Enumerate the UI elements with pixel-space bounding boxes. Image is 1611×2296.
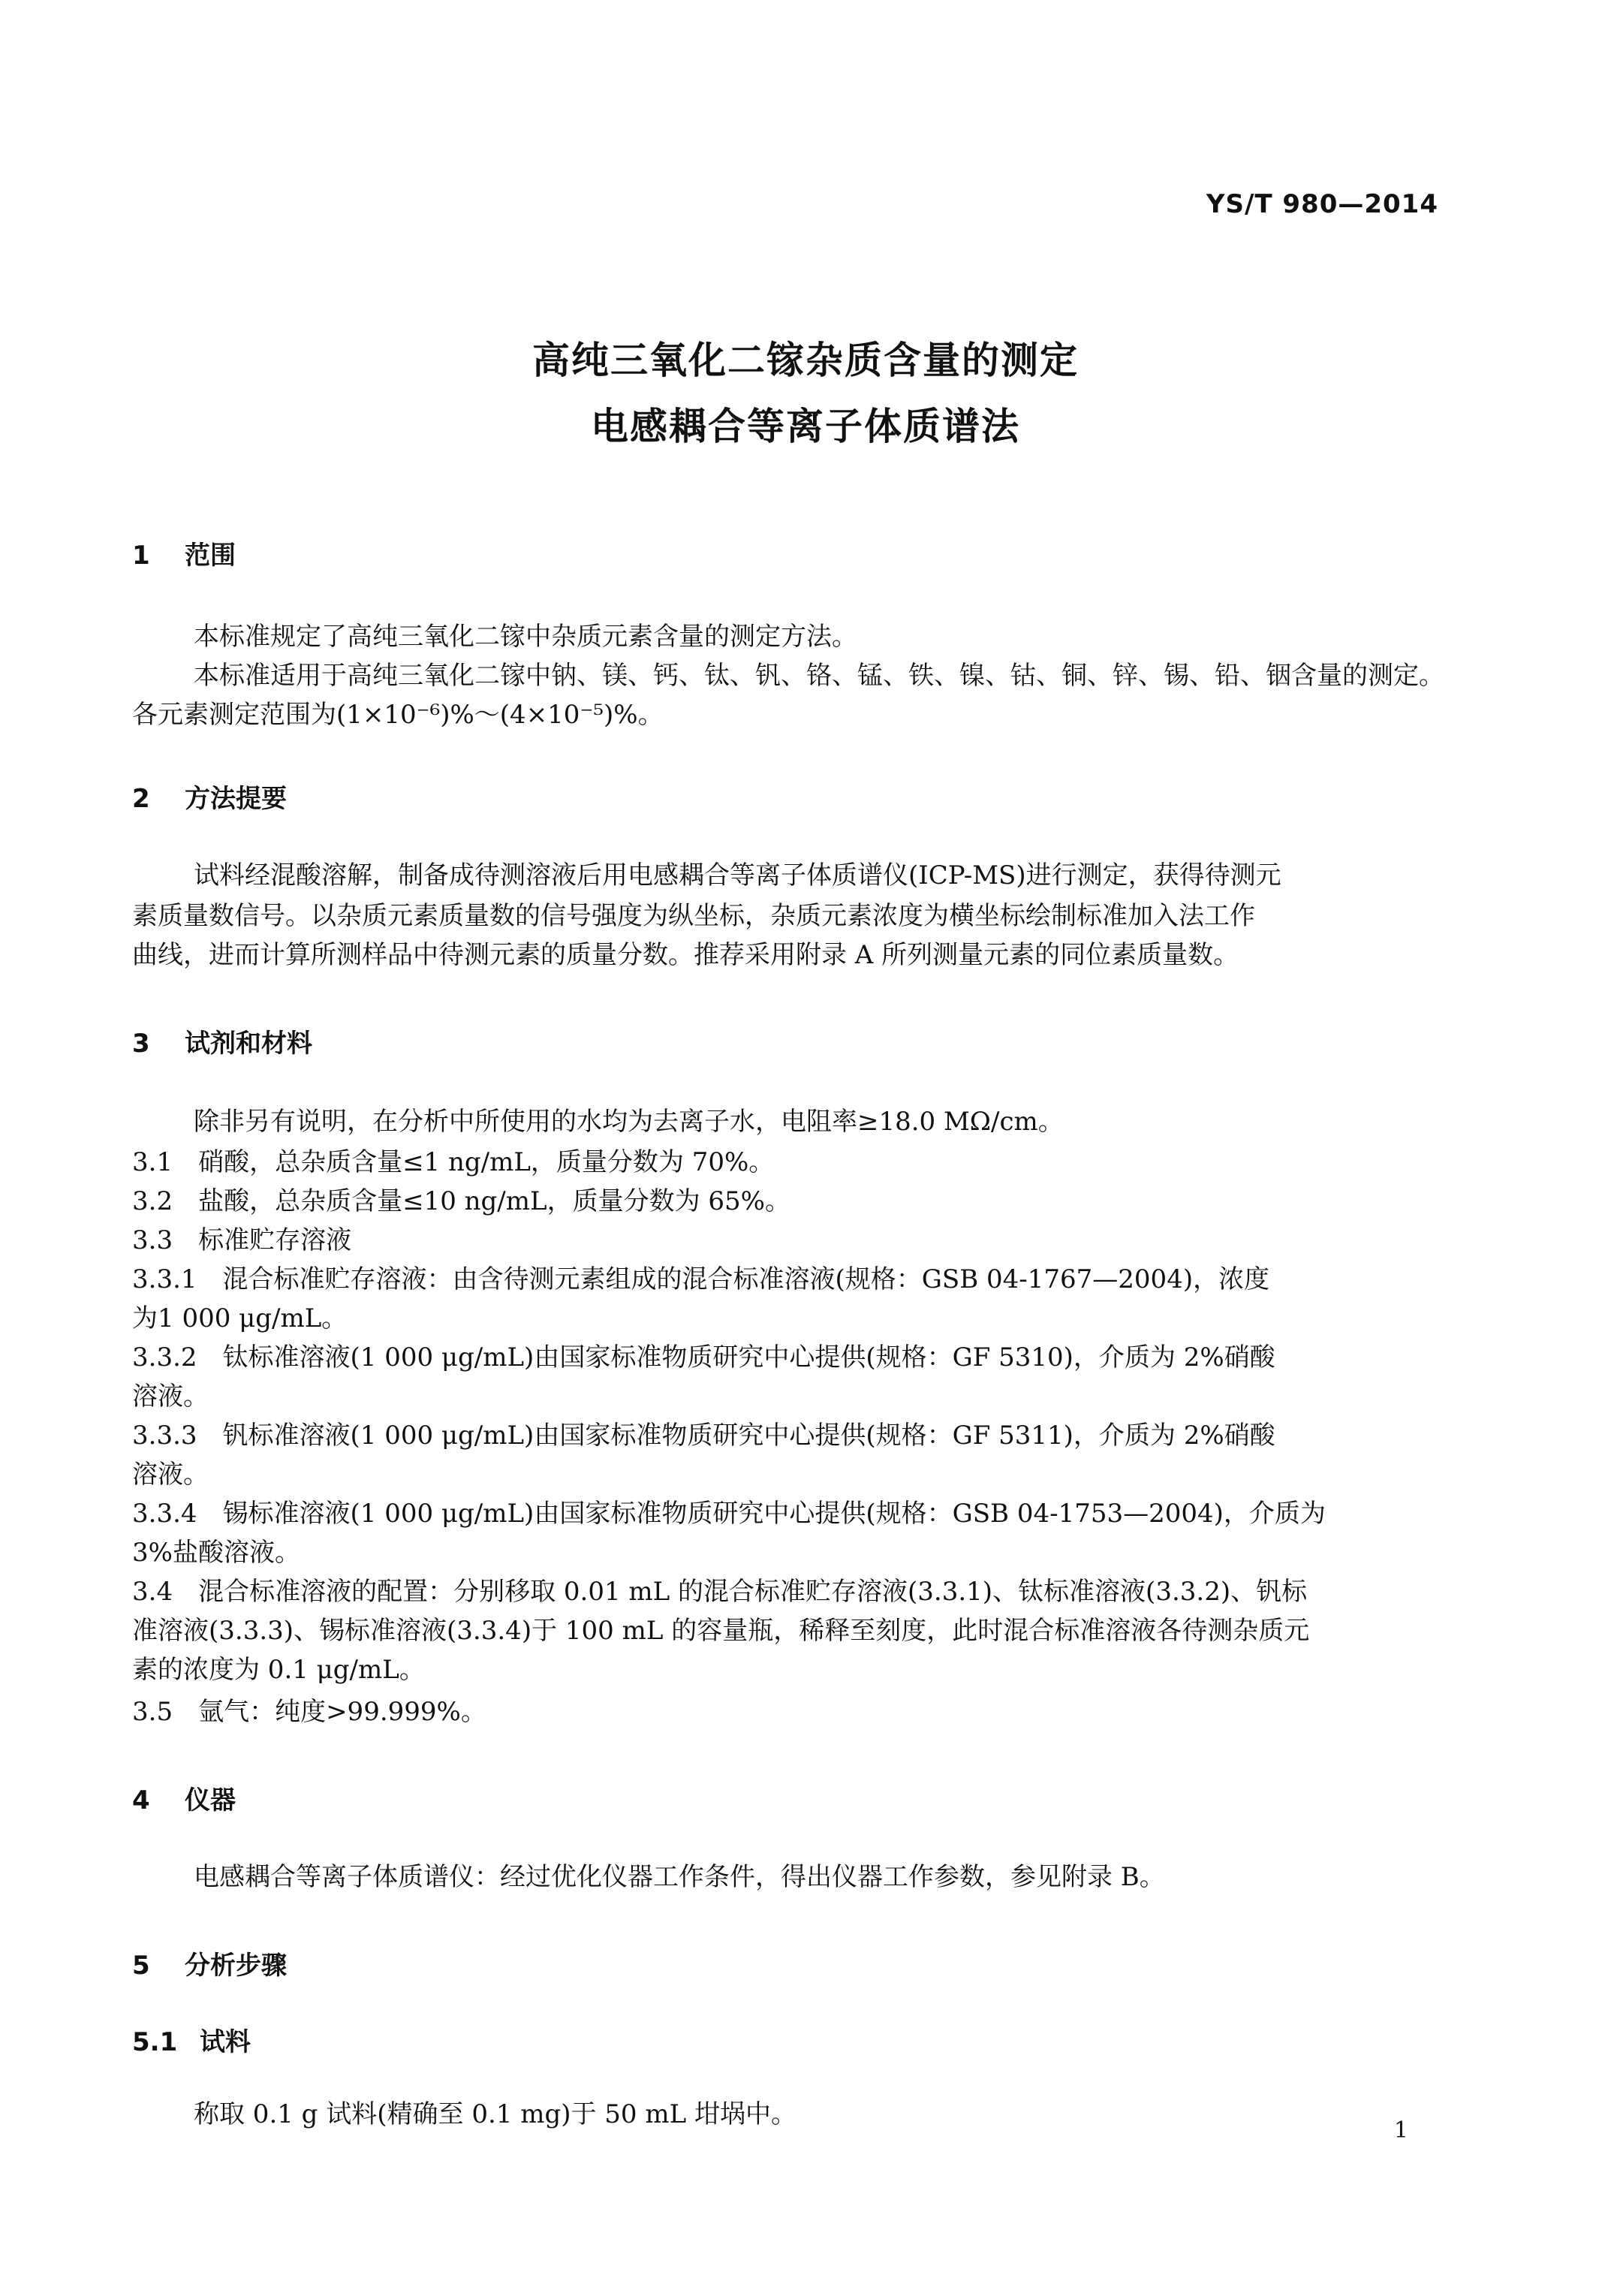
- section-4-heading: [132, 1779, 236, 1816]
- section-title: 试剂和材料: [185, 1029, 312, 1059]
- document-title-line2: 电感耦合等离子体质谱法: [591, 405, 1020, 448]
- standard-code: YS/T 980—2014: [1206, 189, 1438, 219]
- section-5-heading: [132, 1945, 287, 1981]
- paragraph: 本标准规定了高纯三氧化二镓中杂质元素含量的测定方法。: [194, 622, 857, 652]
- section-number: 2: [132, 784, 150, 814]
- clause-3-4-cont: 准溶液(3.3.3)、锡标准溶液(3.3.4)于 100 mL 的容量瓶，稀释至刻度，此时混合标准溶液各待测杂质元: [132, 1616, 1310, 1646]
- document-title-line1: 高纯三氧化二镓杂质含量的测定: [532, 339, 1079, 382]
- section-title: 分析步骤: [185, 1951, 287, 1981]
- paragraph: 各元素测定范围为(1×10⁻⁶)%～(4×10⁻⁵)%。: [132, 700, 664, 730]
- clause-3-3-1: 3.3.1 混合标准贮存溶液：由含待测元素组成的混合标准溶液(规格：GSB 04-1767—2004)，浓度: [132, 1264, 1270, 1294]
- section-2-heading: [132, 778, 287, 815]
- section-3-heading: [132, 1023, 312, 1059]
- clause-3-1: 3.1 硝酸，总杂质含量≤1 ng/mL，质量分数为 70%。: [132, 1147, 775, 1177]
- page-number: 1: [1393, 2117, 1408, 2144]
- paragraph: 曲线，进而计算所测样品中待测元素的质量分数。推荐采用附录 A 所列测量元素的同位素质量数。: [132, 940, 1239, 970]
- paragraph: 电感耦合等离子体质谱仪：经过优化仪器工作条件，得出仪器工作参数，参见附录 B。: [194, 1862, 1165, 1892]
- paragraph: 素质量数信号。以杂质元素质量数的信号强度为纵坐标，杂质元素浓度为横坐标绘制标准加入法工作: [132, 901, 1255, 931]
- clause-3-3-3: 3.3.3 钒标准溶液(1 000 μg/mL)由国家标准物质研究中心提供(规格：GF 5311)，介质为 2%硝酸: [132, 1421, 1275, 1451]
- clause-3-3-4-cont: 3%盐酸溶液。: [132, 1538, 300, 1568]
- clause-3-3-2-cont: 溶液。: [132, 1382, 209, 1412]
- section-number: 5.1: [132, 2027, 178, 2057]
- clause-3-5: 3.5 氩气：纯度>99.999%。: [132, 1697, 486, 1727]
- clause-3-3-2: 3.3.2 钛标准溶液(1 000 μg/mL)由国家标准物质研究中心提供(规格：GF 5310)，介质为 2%硝酸: [132, 1342, 1275, 1372]
- section-1-heading: [132, 535, 236, 571]
- section-title: 试料: [200, 2027, 251, 2057]
- clause-3-3-1-cont: 为1 000 μg/mL。: [132, 1303, 348, 1333]
- clause-3-3-3-cont: 溶液。: [132, 1460, 209, 1490]
- section-5-1-heading: [132, 2021, 251, 2058]
- clause-3-3: 3.3 标准贮存溶液: [132, 1225, 352, 1255]
- section-number: 5: [132, 1951, 150, 1981]
- section-title: 仪器: [185, 1785, 236, 1815]
- paragraph: 称取 0.1 g 试料(精确至 0.1 mg)于 50 mL 坩埚中。: [194, 2099, 796, 2129]
- section-title: 范围: [185, 541, 236, 571]
- section-title: 方法提要: [185, 784, 287, 814]
- section-number: 1: [132, 541, 150, 571]
- paragraph: 试料经混酸溶解，制备成待测溶液后用电感耦合等离子体质谱仪(ICP-MS)进行测定，获得待测元: [194, 860, 1281, 890]
- clause-3-3-4: 3.3.4 锡标准溶液(1 000 μg/mL)由国家标准物质研究中心提供(规格：GSB 04-1753—2004)，介质为: [132, 1499, 1326, 1529]
- section-number: 3: [132, 1029, 150, 1059]
- clause-3-4-cont: 素的浓度为 0.1 μg/mL。: [132, 1655, 425, 1685]
- clause-3-2: 3.2 盐酸，总杂质含量≤10 ng/mL，质量分数为 65%。: [132, 1186, 790, 1216]
- paragraph: 本标准适用于高纯三氧化二镓中钠、镁、钙、钛、钒、铬、锰、铁、镍、钴、铜、锌、锡、铅、铟含量的测定。: [194, 661, 1444, 691]
- section-number: 4: [132, 1785, 150, 1815]
- clause-3-4: 3.4 混合标准溶液的配置：分别移取 0.01 mL 的混合标准贮存溶液(3.3.1)、钛标准溶液(3.3.2)、钒标: [132, 1577, 1308, 1607]
- paragraph: 除非另有说明，在分析中所使用的水均为去离子水，电阻率≥18.0 MΩ/cm。: [194, 1107, 1064, 1137]
